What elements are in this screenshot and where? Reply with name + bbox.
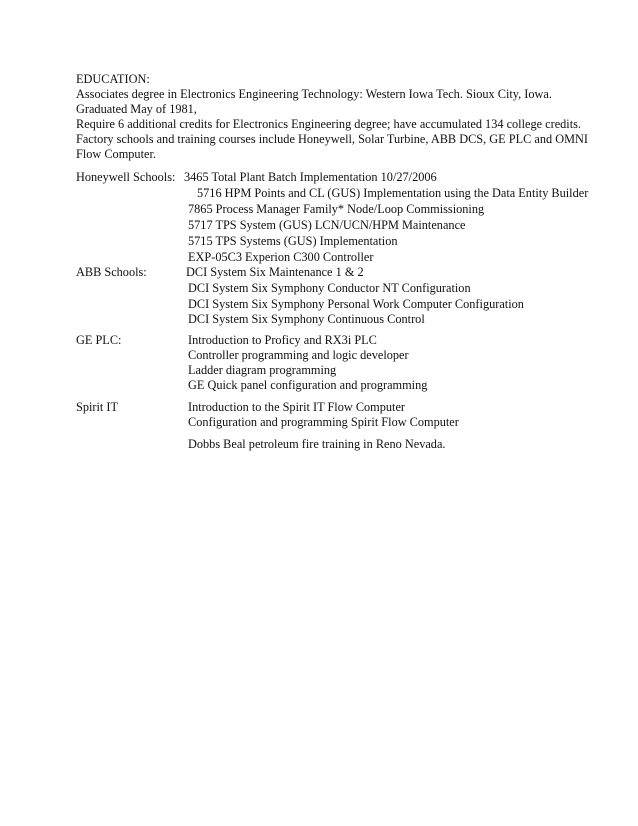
abb-label: ABB Schools: <box>76 265 147 279</box>
education-credits-line: Require 6 additional credits for Electronics Engineering degree; have accumulated 134 college credits. <box>76 117 581 131</box>
education-heading: EDUCATION: <box>76 72 150 86</box>
honeywell-course: 5717 TPS System (GUS) LCN/UCN/HPM Maintenance <box>188 218 466 232</box>
education-degree-line: Associates degree in Electronics Engineering Technology: Western Iowa Tech. Sioux City, Iowa. <box>76 87 552 101</box>
honeywell-course: EXP-05C3 Experion C300 Controller <box>188 250 374 264</box>
honeywell-course: 7865 Process Manager Family* Node/Loop Commissioning <box>188 202 485 216</box>
honeywell-course: 5715 TPS Systems (GUS) Implementation <box>188 234 398 248</box>
spirit-course: Configuration and programming Spirit Flow Computer <box>188 415 459 429</box>
spirit-course: Introduction to the Spirit IT Flow Computer <box>188 400 406 414</box>
ge-course: Introduction to Proficy and RX3i PLC <box>188 333 377 347</box>
honeywell-course: 3465 Total Plant Batch Implementation 10/27/2006 <box>184 170 437 184</box>
abb-course: DCI System Six Maintenance 1 & 2 <box>186 265 364 279</box>
ge-label: GE PLC: <box>76 333 122 347</box>
abb-course: DCI System Six Symphony Continuous Control <box>188 312 425 326</box>
ge-course: GE Quick panel configuration and programming <box>188 378 428 392</box>
honeywell-course: 5716 HPM Points and CL (GUS) Implementation using the Data Entity Builder <box>197 186 589 200</box>
spirit-label: Spirit IT <box>76 400 119 414</box>
other-training-note: Dobbs Beal petroleum fire training in Reno Nevada. <box>188 437 446 451</box>
honeywell-label: Honeywell Schools: <box>76 170 176 184</box>
abb-course: DCI System Six Symphony Conductor NT Configuration <box>188 281 471 295</box>
education-factory-line: Factory schools and training courses include Honeywell, Solar Turbine, ABB DCS, GE PLC and OMNI <box>76 132 588 146</box>
education-factory-line-cont: Flow Computer. <box>76 147 156 161</box>
ge-course: Controller programming and logic developer <box>188 348 409 362</box>
abb-course: DCI System Six Symphony Personal Work Computer Configuration <box>188 297 524 311</box>
education-graduation-line: Graduated May of 1981, <box>76 102 197 116</box>
ge-course: Ladder diagram programming <box>188 363 337 377</box>
